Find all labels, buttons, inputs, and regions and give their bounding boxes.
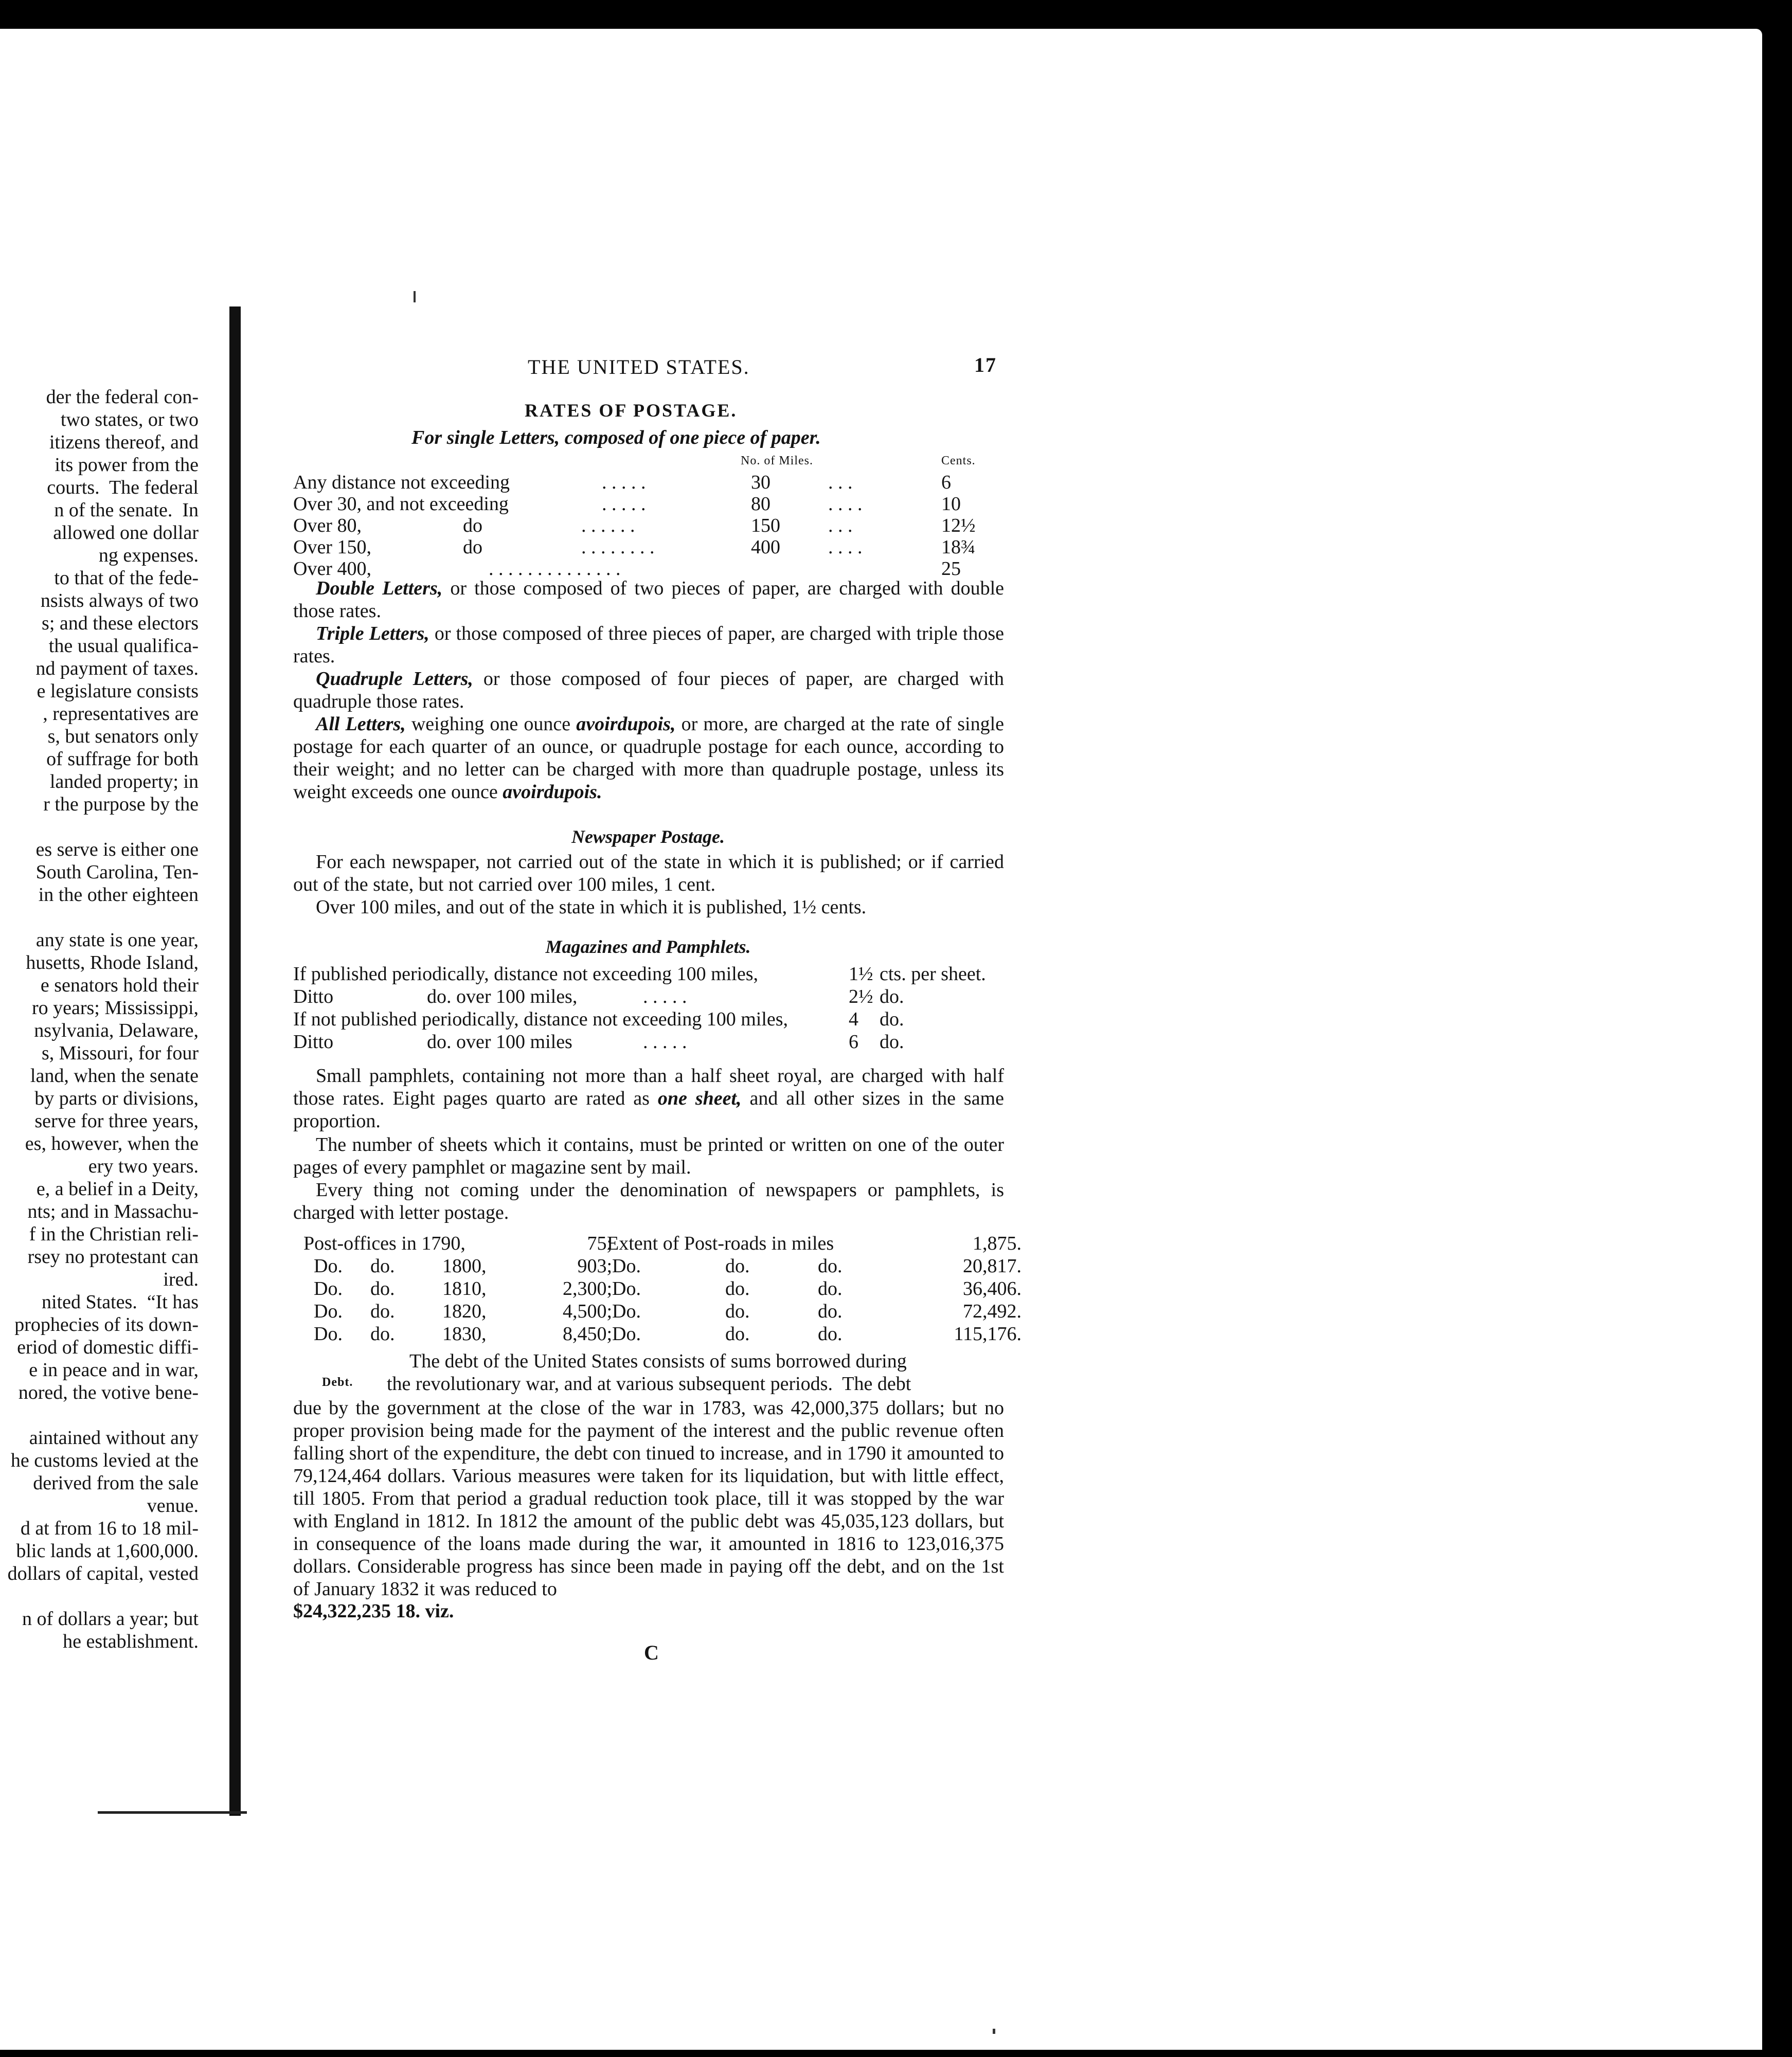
postoffice-d: 72,492.: [963, 1301, 1022, 1322]
scan-mark: [993, 2029, 995, 2034]
left-page-line: e senators hold their: [40, 975, 199, 996]
postage-leader: . . . . .: [602, 472, 646, 493]
left-page-line: e legislature consists: [37, 680, 199, 702]
double-letters-paragraph: Double Letters, or those composed of two pieces of paper, are charged with double those rates.: [293, 578, 1005, 622]
left-page-line: n of dollars a year; but: [22, 1608, 199, 1630]
postage-cents: 10: [941, 493, 961, 515]
left-page-line: itizens thereof, and: [49, 431, 199, 453]
magazine-b: 1½: [849, 963, 873, 985]
left-page-line: serve for three years,: [34, 1110, 199, 1132]
scanner-border: [0, 2050, 1792, 2057]
left-page-line: s, Missouri, for four: [41, 1042, 199, 1064]
left-page-line: blic lands at 1,600,000.: [16, 1540, 199, 1562]
postoffice-a3: 1810,: [442, 1278, 487, 1300]
all-letters-paragraph: All Letters, weighing one ounce avoirdupois, or more, are charged at the rate of single postage for each quarter of an ounce, or quadruple postage for each ounce, according to their weight; and no letter can be charged with more than quadruple postage, unless its weight exceeds one ounce avoirdupois.: [293, 713, 1004, 803]
postoffice-a2: do.: [370, 1255, 395, 1277]
quadruple-letters-paragraph: Quadruple Letters, or those composed of four pieces of paper, are charged with quadruple those rates.: [293, 668, 1004, 712]
postoffice-row: [303, 1300, 1024, 1323]
triple-letters-paragraph: Triple Letters, or those composed of three pieces of paper, are charged with triple those rates.: [293, 623, 1004, 667]
postoffice-row: [303, 1232, 1024, 1255]
left-page-line: d at from 16 to 18 mil-: [20, 1518, 199, 1539]
left-page-line: eriod of domestic diffi-: [17, 1337, 199, 1358]
magazines-heading: Magazines and Pamphlets.: [545, 936, 751, 957]
postoffice-c3: do.: [818, 1255, 843, 1277]
magazine-c: do.: [880, 1008, 904, 1030]
postage-miles: 400: [751, 536, 780, 558]
postage-leader2: . . .: [828, 515, 853, 536]
left-page-line: two states, or two: [60, 409, 199, 430]
col-miles-heading: No. of Miles.: [741, 454, 813, 467]
postage-desc: Over 400,: [293, 558, 371, 580]
magazine-b: 4: [849, 1008, 858, 1030]
left-page-line: the usual qualifica-: [48, 635, 199, 657]
left-page-line: nited States. “It has: [42, 1291, 199, 1313]
left-page-line: venue.: [147, 1495, 199, 1517]
magazine-c: do.: [880, 986, 904, 1007]
postage-leader: . . . . . . . . . . . . . .: [489, 558, 621, 580]
gutter-rule: [229, 306, 241, 1816]
postage-leader2: . . . .: [828, 536, 863, 558]
left-page-line: by parts or divisions,: [34, 1088, 199, 1109]
postoffice-c1: Do.: [612, 1301, 641, 1322]
postage-leader2: . . .: [828, 472, 853, 493]
postoffice-c: Extent of Post-roads in miles: [607, 1233, 834, 1254]
postage-cents: 12½: [941, 515, 976, 536]
postoffice-a1: Do.: [314, 1301, 343, 1322]
magazine-a: Ditto: [293, 1031, 334, 1053]
left-page-line: , representatives are: [43, 703, 199, 725]
postoffice-c2: do.: [725, 1323, 750, 1345]
left-page-line: e in peace and in war,: [29, 1359, 199, 1381]
left-page-line: he establishment.: [63, 1631, 199, 1652]
postage-miles: 150: [751, 515, 780, 536]
signature-mark: C: [644, 1641, 660, 1664]
left-page-line: f in the Christian reli-: [29, 1223, 199, 1245]
postage-cents: 18¾: [941, 536, 976, 558]
left-page-line: ng expenses.: [98, 545, 199, 566]
pamphlets-paragraph: Every thing not coming under the denomination of newspapers or pamphlets, is charged with letter postage.: [293, 1179, 1004, 1223]
postoffice-row: [303, 1323, 1024, 1345]
postage-title: RATES OF POSTAGE.: [525, 400, 738, 421]
postoffice-c1: Do.: [612, 1323, 641, 1345]
magazine-a2: do. over 100 miles: [427, 1031, 572, 1053]
debt-side-label: Debt.: [322, 1376, 353, 1389]
postage-subtitle: For single Letters, composed of one piece of paper.: [411, 427, 821, 448]
postoffice-c1: Do.: [612, 1278, 641, 1300]
pamphlets-paragraph: The number of sheets which it contains, must be printed or written on one of the outer pages of every pamphlet or magazine sent by mail.: [293, 1134, 1004, 1178]
postage-miles: 30: [751, 472, 770, 493]
magazine-row: [293, 963, 1013, 985]
left-page-line: aintained without any: [29, 1427, 199, 1449]
col-cents-heading: Cents.: [941, 454, 976, 467]
bottom-rule: [98, 1811, 247, 1814]
postage-row: [293, 536, 1013, 558]
left-page-line: nsylvania, Delaware,: [34, 1020, 199, 1041]
magazine-a2: do. over 100 miles,: [427, 986, 578, 1007]
postage-cents: 6: [941, 472, 951, 493]
left-page-line: South Carolina, Ten-: [35, 861, 199, 883]
postage-leader: . . . . . . . .: [581, 536, 655, 558]
postage-leader: . . . . .: [602, 493, 646, 515]
debt-paragraph: due by the government at the close of the war in 1783, was 42,000,375 dollars; but no proper provision being made for the payment of the interest and the public revenue often falling short of the expenditure, the debt con tinued to increase, and in 1790 it amounted to 79,124,464 dollars. Various measures were taken for its liquidation, but with little effect, till 1805. From that period a gradual reduction took place, till it was stopped by the war with England in 1812. In 1812 the amount of the public debt was 45,035,123 dollars, but in consequence of the loans made during the war, it amounted in 1816 to 123,016,375 dollars. Considerable progress has since been made in paying off the debt, and on the 1st of January 1832 it was reduced to: [293, 1397, 1004, 1600]
postoffice-c3: do.: [818, 1301, 843, 1322]
postage-row: [293, 471, 1013, 494]
postoffice-b: 2,300;: [562, 1278, 612, 1300]
postoffice-a3: 1800,: [442, 1255, 487, 1277]
debt-line: The debt of the United States consists of sums borrowed during: [409, 1350, 907, 1372]
postoffice-b: 8,450;: [562, 1323, 612, 1345]
magazine-row: [293, 1031, 1013, 1053]
magazine-lead: . . . . .: [643, 1031, 687, 1053]
left-page-line: any state is one year,: [35, 929, 199, 951]
postage-mid: do: [463, 536, 482, 558]
postoffice-row: [303, 1255, 1024, 1277]
postage-cents: 25: [941, 558, 961, 580]
left-page-line: nts; and in Massachu-: [27, 1201, 199, 1222]
left-page-line: to that of the fede-: [54, 567, 199, 589]
left-page-line: its power from the: [55, 454, 199, 476]
postage-desc: Any distance not exceeding: [293, 472, 510, 493]
postage-leader: . . . . . .: [581, 515, 635, 536]
postoffice-c2: do.: [725, 1278, 750, 1300]
newspaper-paragraph: Over 100 miles, and out of the state in which it is published, 1½ cents.: [316, 896, 867, 918]
magazine-b: 2½: [849, 986, 873, 1007]
left-page-line: nd payment of taxes.: [35, 658, 199, 679]
left-page-line: r the purpose by the: [43, 793, 199, 815]
left-page-line: husetts, Rhode Island,: [26, 952, 199, 973]
postage-desc: Over 150,: [293, 536, 371, 558]
postoffice-a2: do.: [370, 1323, 395, 1345]
left-page-line: n of the senate. In: [54, 499, 199, 521]
postage-leader2: . . . .: [828, 493, 863, 515]
left-page-line: courts. The federal: [47, 477, 199, 498]
postoffice-a1: Do.: [314, 1255, 343, 1277]
postage-desc: Over 80,: [293, 515, 362, 536]
left-page-line: es serve is either one: [35, 839, 199, 860]
postoffice-c3: do.: [818, 1323, 843, 1345]
magazine-a: If not published periodically, distance not exceeding 100 miles,: [293, 1008, 789, 1030]
left-page-line: ro years; Mississippi,: [31, 997, 199, 1019]
postoffice-b: 4,500;: [562, 1301, 612, 1322]
left-page-line: land, when the senate: [30, 1065, 199, 1087]
postoffice-d: 20,817.: [963, 1255, 1022, 1277]
debt-line: the revolutionary war, and at various subsequent periods. The debt: [387, 1373, 911, 1395]
left-page-line: of suffrage for both: [46, 748, 199, 770]
postoffice-d: 115,176.: [954, 1323, 1022, 1345]
magazine-lead: . . . . .: [643, 986, 687, 1007]
magazine-a: Ditto: [293, 986, 334, 1007]
postoffice-a1: Do.: [314, 1323, 343, 1345]
postoffice-a1: Do.: [314, 1278, 343, 1300]
postoffice-a: Post-offices in 1790,: [303, 1233, 465, 1254]
newspaper-heading: Newspaper Postage.: [571, 826, 725, 847]
left-page-line: nored, the votive bene-: [18, 1382, 199, 1403]
magazine-row: [293, 985, 1013, 1008]
postage-desc: Over 30, and not exceeding: [293, 493, 509, 515]
left-page-line: ired.: [163, 1269, 199, 1290]
postoffice-d: 36,406.: [963, 1278, 1022, 1300]
magazine-row: [293, 1008, 1013, 1031]
postage-row: [293, 493, 1013, 515]
debt-total: $24,322,235 18. viz.: [293, 1600, 454, 1622]
postoffice-c1: Do.: [612, 1255, 641, 1277]
pamphlets-paragraph: Small pamphlets, containing not more than a half sheet royal, are charged with half those rates. Eight pages quarto are rated as one sheet, and all other sizes in the same proportion.: [293, 1065, 1004, 1132]
page-number: 17: [974, 353, 997, 376]
left-page-line: e, a belief in a Deity,: [36, 1178, 199, 1200]
left-page-line: dollars of capital, vested: [7, 1563, 199, 1584]
left-page-line: s, but senators only: [47, 726, 199, 747]
postoffice-d: 1,875.: [973, 1233, 1022, 1254]
postoffice-c2: do.: [725, 1301, 750, 1322]
magazine-c: do.: [880, 1031, 904, 1053]
scan-mark: [414, 291, 416, 302]
left-page-line: in the other eighteen: [38, 884, 199, 906]
left-page-fragment: [0, 386, 216, 1682]
left-page-line: prophecies of its down-: [14, 1314, 199, 1336]
postoffice-a2: do.: [370, 1278, 395, 1300]
postoffice-a3: 1830,: [442, 1323, 487, 1345]
left-page-line: s; and these electors: [42, 612, 199, 634]
left-page-line: es, however, when the: [25, 1133, 199, 1154]
magazine-a: If published periodically, distance not exceeding 100 miles,: [293, 963, 759, 985]
postoffice-b: 75;: [587, 1233, 612, 1254]
postage-mid: do: [463, 515, 482, 536]
left-page-line: ery two years.: [88, 1156, 199, 1177]
magazine-c: cts. per sheet.: [880, 963, 986, 985]
left-page-line: nsists always of two: [40, 590, 199, 611]
running-title: THE UNITED STATES.: [528, 355, 750, 378]
left-page-line: rsey no protestant can: [27, 1246, 199, 1268]
postoffice-row: [303, 1277, 1024, 1300]
postoffice-c3: do.: [818, 1278, 843, 1300]
left-page-line: derived from the sale: [33, 1472, 199, 1494]
postoffice-a2: do.: [370, 1301, 395, 1322]
postoffice-a3: 1820,: [442, 1301, 487, 1322]
postoffice-b: 903;: [577, 1255, 612, 1277]
postoffice-c2: do.: [725, 1255, 750, 1277]
postage-miles: 80: [751, 493, 770, 515]
magazine-b: 6: [849, 1031, 858, 1053]
left-page-line: landed property; in: [49, 771, 199, 792]
postage-row: [293, 514, 1013, 537]
newspaper-paragraph: For each newspaper, not carried out of the state in which it is published; or if carried out of the state, but not carried over 100 miles, 1 cent.: [293, 851, 1004, 895]
left-page-line: he customs levied at the: [10, 1450, 199, 1471]
left-page-line: allowed one dollar: [53, 522, 199, 544]
left-page-line: der the federal con-: [46, 386, 199, 408]
